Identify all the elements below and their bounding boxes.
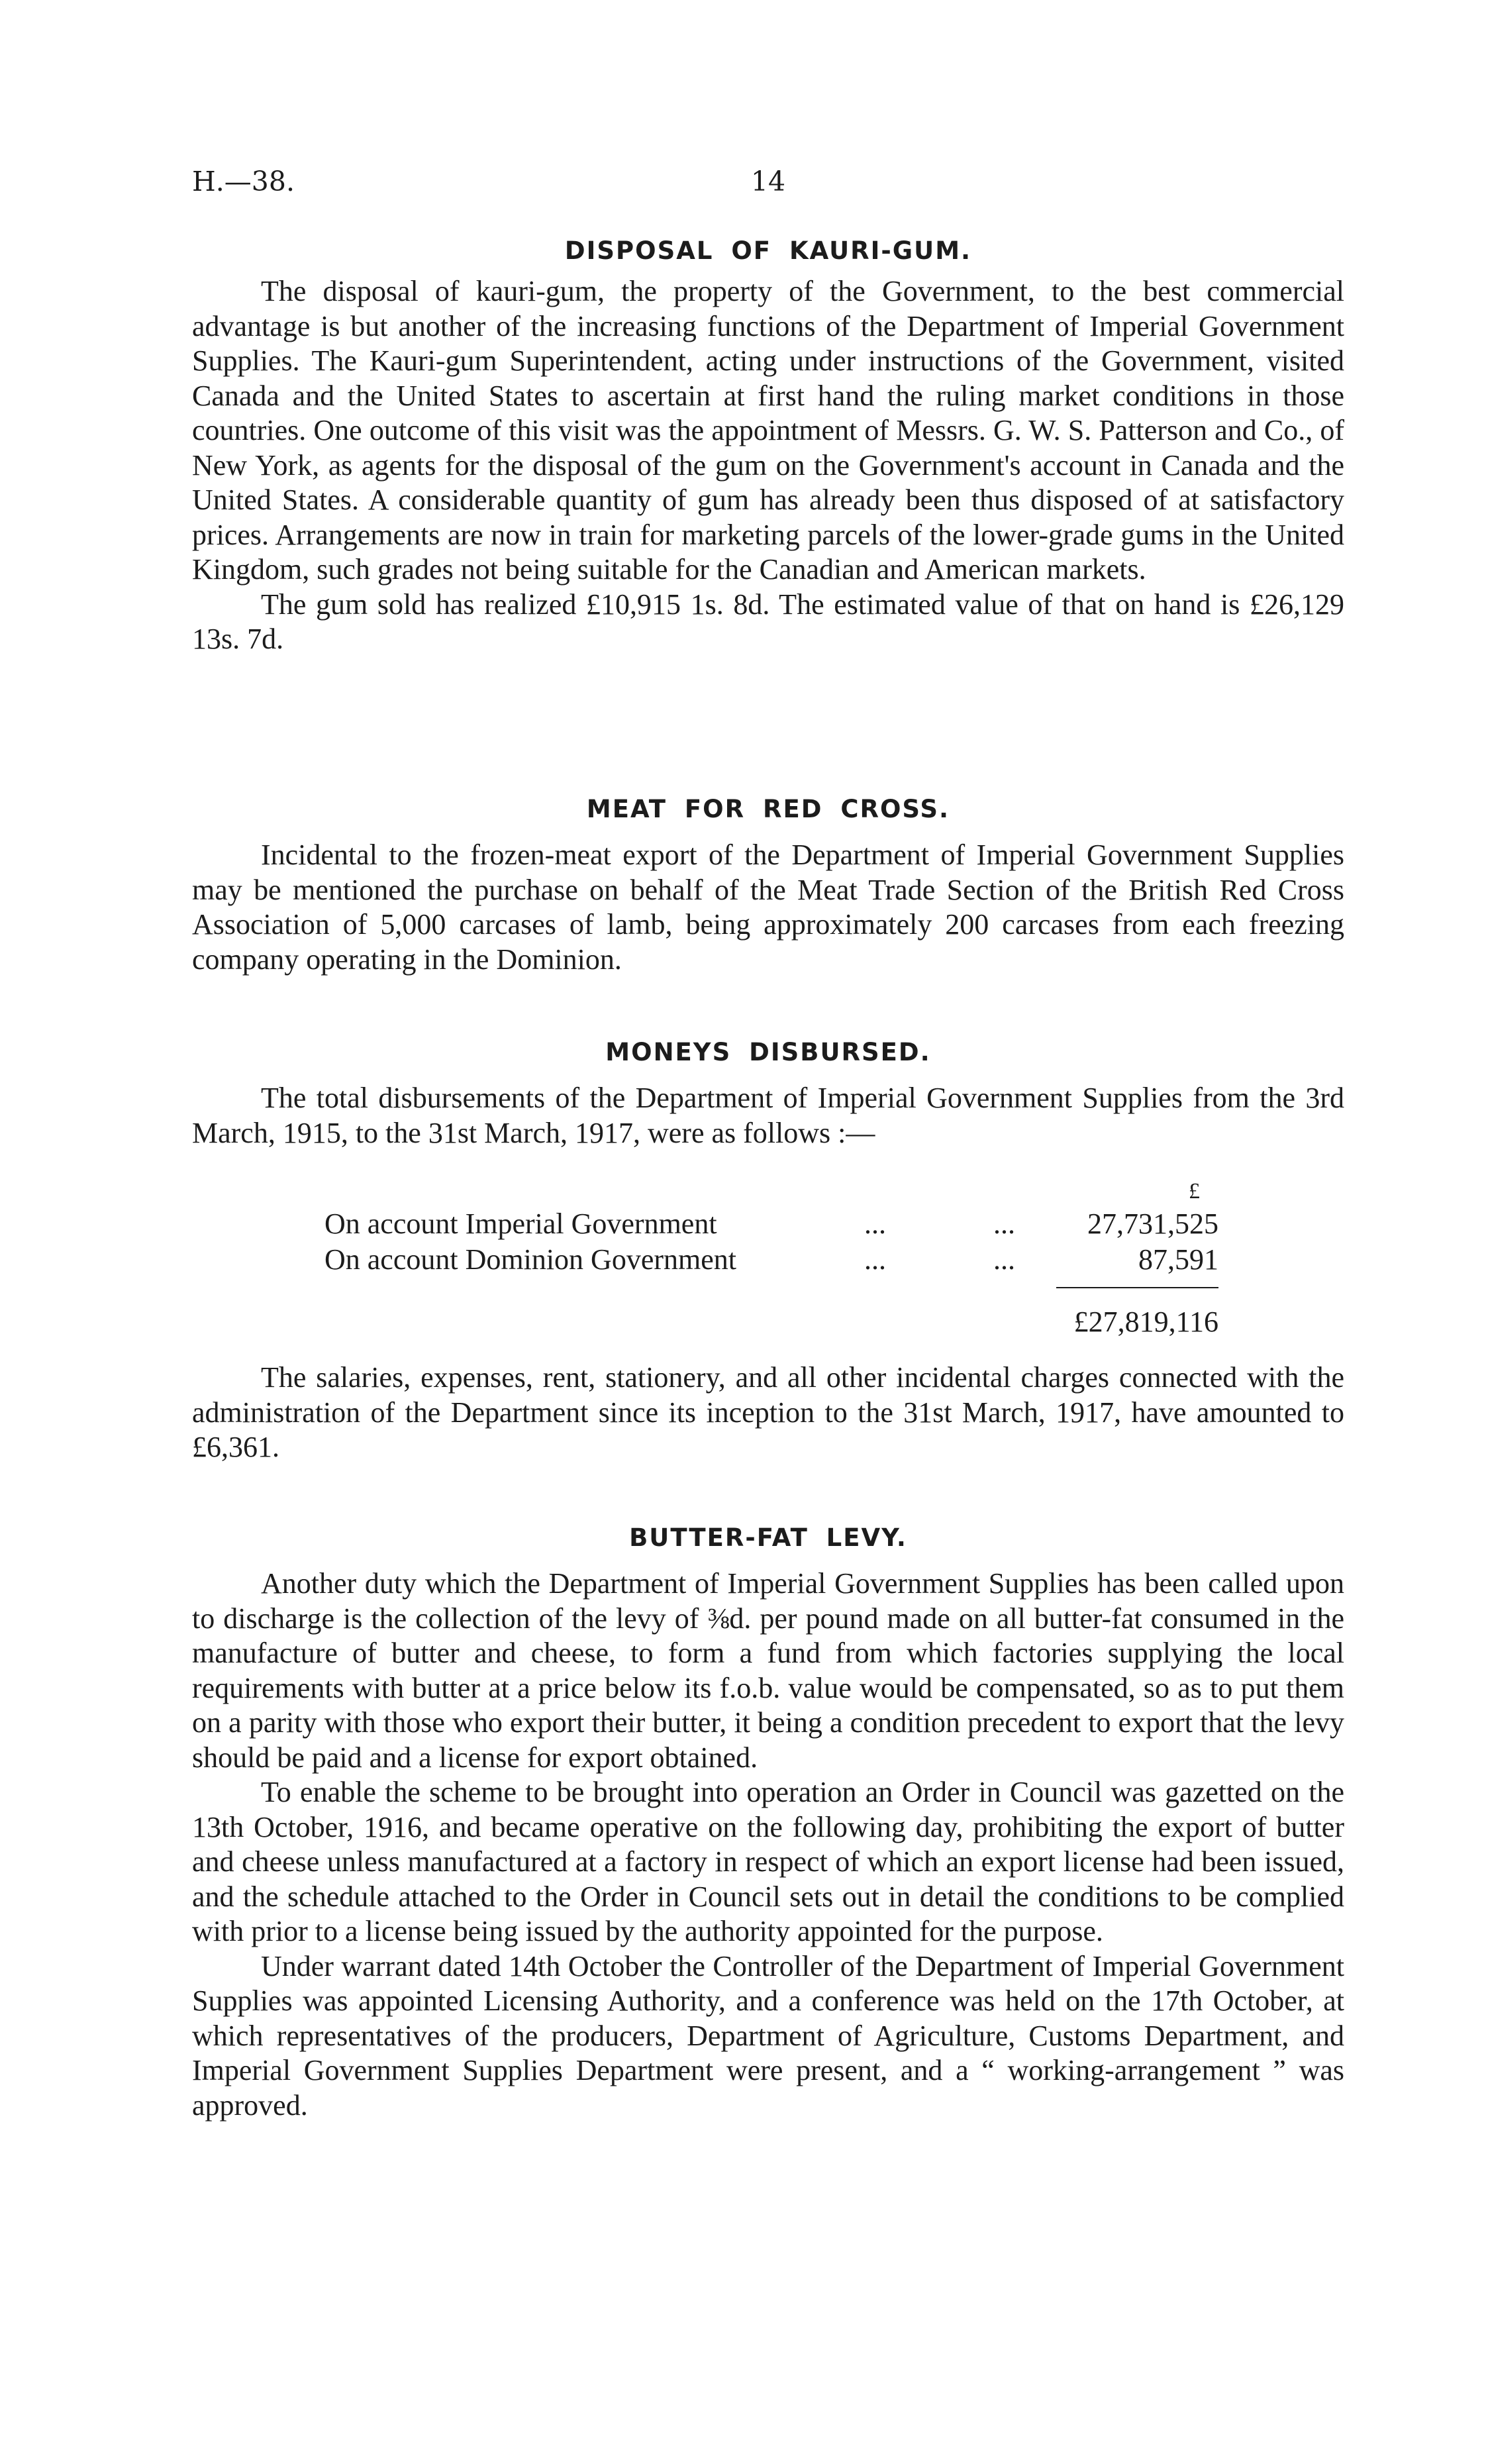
- section-meat-red-cross: [192, 795, 1344, 977]
- section-heading: BUTTER-FAT LEVY.: [629, 1523, 907, 1552]
- section-heading: MONEYS DISBURSED.: [605, 1038, 931, 1066]
- leader-dots: ...: [993, 1243, 1015, 1276]
- section-moneys-disbursed-continued: [192, 1360, 1344, 1465]
- section-kauri-gum: [192, 236, 1344, 657]
- total-amount: £27,819,116: [1073, 1306, 1218, 1338]
- paragraph: The disposal of kauri-gum, the property of the Government, to the best commercial advantage is but another of the increasing functions of the Department of Imperial Government Supplies. The Kauri-gum Superintendent, acting under instructions of the Government, visited Canada and the United States to ascertain at first hand the ruling market conditions in those countries. One outcome of this visit was the appointment of Messrs. G. W. S. Patterson and Co., of New York, as agents for the disposal of the gum on the Government's account in Canada and the United States. A considerable quantity of gum has already been thus disposed of at satisfactory prices. Arrangements are now in train for marketing parcels of the lower-grade gums in the United Kingdom, such grades not being suitable for the Canadian and American markets.: [192, 275, 1344, 586]
- paragraph: Incidental to the frozen-meat export of the Department of Imperial Government Supplies may be mentioned the purchase on behalf of the Meat Trade Section of the British Red Cross Association of 5,000 carcases of lamb, being approximately 200 carcases from each freezing company operating in the Dominion.: [192, 839, 1344, 976]
- section-heading: MEAT FOR RED CROSS.: [586, 795, 950, 823]
- paragraph: The gum sold has realized £10,915 1s. 8d. The estimated value of that on hand is £26,129 13s. 7d.: [192, 588, 1344, 655]
- page-number: 14: [750, 166, 786, 197]
- section-heading: DISPOSAL OF KAURI-GUM.: [564, 236, 972, 265]
- paragraph: To enable the scheme to be brought into operation an Order in Council was gazetted on the 13th October, 1916, and became operative on the following day, prohibiting the export of butter and cheese unless manufactured at a factory in respect of which an export license had been issued, and the schedule attached to the Order in Council sets out in detail the conditions to be complied with prior to a license being issued by the authority appointed for the purpose.: [192, 1776, 1344, 1947]
- paragraph: The total disbursements of the Department of Imperial Government Supplies from the 3rd March, 1915, to the 31st March, 1917, were as follows :—: [192, 1082, 1344, 1149]
- paragraph: Another duty which the Department of Imperial Government Supplies has been called upon to discharge is the collection of the levy of ⅜d. per pound made on all butter-fat consumed in the manufacture of butter and cheese, to form a fund from which factories supplying the local requirements with butter at a price below its f.o.b. value would be compensated, so as to put them on a parity with those who export their butter, it being a condition precedent to export that the levy should be paid and a license for export obtained.: [192, 1567, 1344, 1774]
- section-butter-fat-levy: [192, 1523, 1344, 2123]
- page-header: [192, 166, 1344, 205]
- currency-unit: £: [1189, 1179, 1200, 1204]
- row-label: On account Imperial Government: [324, 1207, 717, 1240]
- parliamentary-reference: H.—38.: [192, 166, 295, 197]
- disbursement-table: [324, 1179, 1218, 1351]
- total-rule: [1056, 1287, 1218, 1288]
- leader-dots: ...: [864, 1207, 886, 1240]
- table-row: [324, 1243, 1218, 1278]
- row-label: On account Dominion Government: [324, 1243, 736, 1276]
- row-amount: 27,731,525: [1087, 1207, 1218, 1240]
- leader-dots: ...: [993, 1207, 1015, 1240]
- paragraph: The salaries, expenses, rent, stationery, and all other incidental charges connected with the administration of the Department since its inception to the 31st March, 1917, have amounted to £6,361.: [192, 1361, 1344, 1463]
- leader-dots: ...: [864, 1243, 886, 1276]
- row-amount: 87,591: [1138, 1243, 1218, 1276]
- paragraph: Under warrant dated 14th October the Controller of the Department of Imperial Government Supplies was appointed Licensing Authority, and a conference was held on the 17th October, at which representatives of the producers, Department of Agriculture, Customs Department, and Imperial Government Supplies Department were present, and a “ working-arrangement ” was approved.: [192, 1949, 1344, 2122]
- section-moneys-disbursed: [192, 1038, 1344, 1151]
- table-row: [324, 1207, 1218, 1243]
